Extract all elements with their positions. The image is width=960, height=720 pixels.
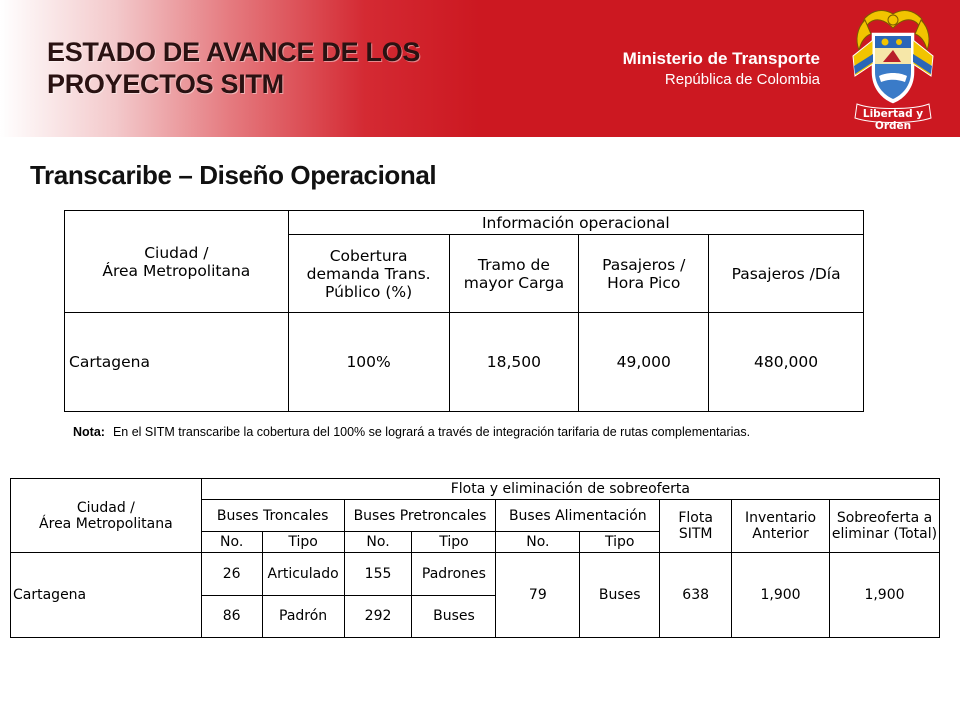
column-header-label: eliminar (Total) xyxy=(831,526,938,543)
city-cell: Cartagena xyxy=(11,553,202,638)
column-header-label: Cobertura xyxy=(329,246,408,265)
table-header-row xyxy=(11,479,940,500)
no-header: No. xyxy=(496,532,580,553)
pretroncal-no-cell: 292 xyxy=(344,595,412,637)
troncal-tipo-cell: Articulado xyxy=(262,553,344,595)
column-header-label: SITM xyxy=(678,526,713,543)
fleet-table xyxy=(10,478,940,638)
ministry-name: Ministerio de Transporte xyxy=(622,49,820,68)
column-header-label: Inventario xyxy=(745,510,817,527)
tipo-header: Tipo xyxy=(580,532,660,553)
inventario-cell: 1,900 xyxy=(732,553,830,638)
operational-group-header: Información operacional xyxy=(288,211,863,235)
sobreoferta-cell: 1,900 xyxy=(830,553,940,638)
pasajeros-dia-cell: 480,000 xyxy=(709,313,864,412)
column-header-label: Hora Pico xyxy=(607,273,681,292)
city-header-label: Ciudad / xyxy=(144,243,209,262)
alimentacion-no-cell: 79 xyxy=(496,553,580,638)
inventario-header-cell xyxy=(732,500,830,553)
flota-header-cell xyxy=(660,500,732,553)
no-header: No. xyxy=(201,532,262,553)
buses-pretroncales-header: Buses Pretroncales xyxy=(344,500,496,532)
operational-info-table xyxy=(64,210,864,412)
national-motto: Libertad y Orden xyxy=(862,108,924,132)
note-label: Nota: xyxy=(73,425,105,439)
city-header-cell xyxy=(11,479,202,553)
city-cell: Cartagena xyxy=(65,313,289,412)
title-line-2: PROYECTOS SITM xyxy=(47,68,284,99)
fleet-group-header: Flota y eliminación de sobreoferta xyxy=(201,479,939,500)
column-header-label: Pasajeros / xyxy=(602,255,686,274)
cobertura-cell: 100% xyxy=(288,313,449,412)
tipo-header: Tipo xyxy=(412,532,496,553)
column-header-label: Público (%) xyxy=(325,282,413,301)
pasajeros-hora-cell: 49,000 xyxy=(579,313,709,412)
header-banner xyxy=(0,0,960,137)
pretroncal-tipo-cell: Padrones xyxy=(412,553,496,595)
ministry-block xyxy=(623,48,820,90)
tramo-cell: 18,500 xyxy=(449,313,579,412)
city-header-cell xyxy=(65,211,289,313)
tipo-header: Tipo xyxy=(262,532,344,553)
buses-troncales-header: Buses Troncales xyxy=(201,500,344,532)
alimentacion-tipo-cell: Buses xyxy=(580,553,660,638)
sobreoferta-header-cell xyxy=(830,500,940,553)
table-note xyxy=(73,423,897,441)
column-header-label: Anterior xyxy=(752,526,809,543)
column-header-label: mayor Carga xyxy=(463,273,565,292)
pretroncal-no-cell: 155 xyxy=(344,553,412,595)
table-row xyxy=(65,313,864,412)
column-header-label: Sobreoferta a xyxy=(836,510,933,527)
troncal-tipo-cell: Padrón xyxy=(262,595,344,637)
table-row xyxy=(11,553,940,595)
column-header-label: demanda Trans. xyxy=(306,264,431,283)
troncal-no-cell: 86 xyxy=(201,595,262,637)
column-header-label: Tramo de xyxy=(477,255,550,274)
city-header-label: Área Metropolitana xyxy=(39,515,173,532)
cobertura-header-cell xyxy=(288,235,449,313)
tramo-header-cell xyxy=(449,235,579,313)
section-title: Transcaribe – Diseño Operacional xyxy=(30,160,437,190)
presentation-title xyxy=(47,37,467,100)
pasajeros-dia-header-cell: Pasajeros /Día xyxy=(709,235,864,313)
buses-alimentacion-header: Buses Alimentación xyxy=(496,500,660,532)
note-text: En el SITM transcaribe la cobertura del 100% se logrará a través de integración tarifaria de rutas complementarias. xyxy=(112,425,751,439)
title-line-1: ESTADO DE AVANCE DE LOS xyxy=(47,37,421,67)
country-name: República de Colombia xyxy=(664,71,820,88)
pretroncal-tipo-cell: Buses xyxy=(412,595,496,637)
table-header-row xyxy=(65,211,864,235)
flota-cell: 638 xyxy=(660,553,732,638)
no-header: No. xyxy=(344,532,412,553)
city-header-label: Área Metropolitana xyxy=(102,261,251,280)
column-header-label: Flota xyxy=(678,510,713,527)
pasajeros-hora-header-cell xyxy=(579,235,709,313)
city-header-label: Ciudad / xyxy=(76,499,135,516)
troncal-no-cell: 26 xyxy=(201,553,262,595)
